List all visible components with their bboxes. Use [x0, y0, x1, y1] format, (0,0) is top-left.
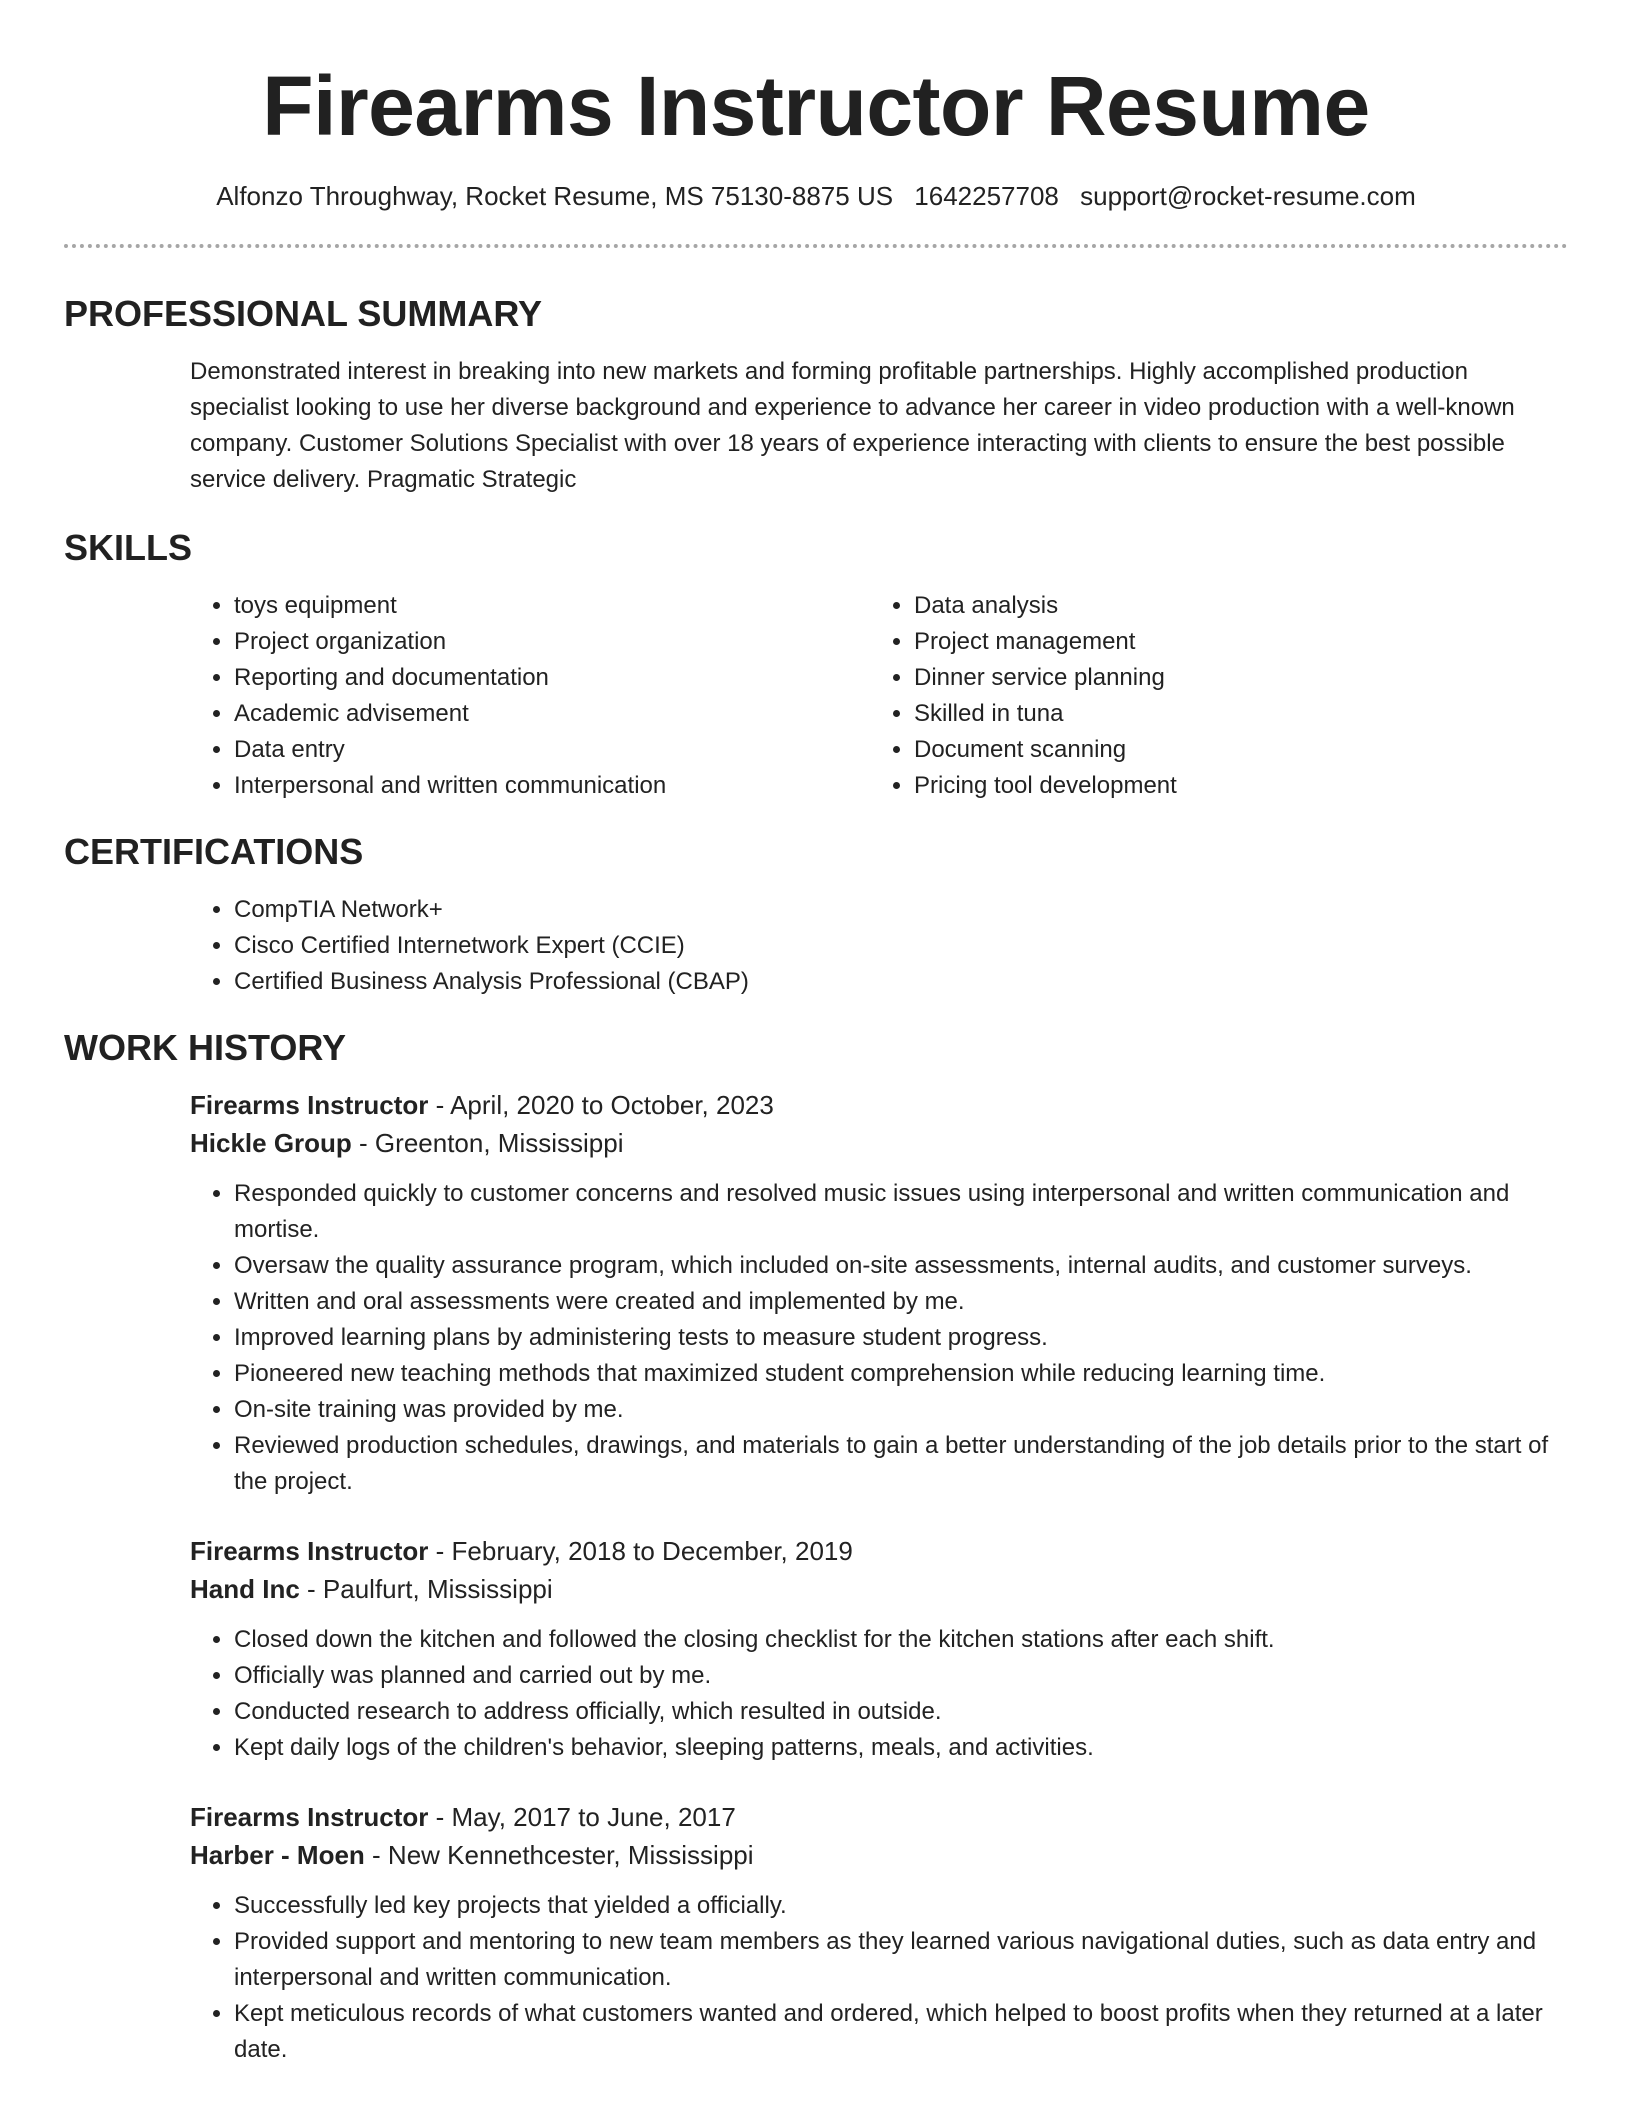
job-title-line: [190, 1086, 1568, 1124]
job-company: Hickle Group: [190, 1128, 352, 1158]
skill-item: • Project organization: [234, 624, 870, 660]
job-bullet: • Improved learning plans by administering tests to measure student progress.: [234, 1320, 1568, 1356]
job-bullet: • Oversaw the quality assurance program, which included on-site assessments, internal audits, and customer surveys.: [234, 1248, 1568, 1284]
contact-phone: 1642257708: [914, 181, 1059, 211]
job-title: Firearms Instructor: [190, 1090, 429, 1120]
job-bullets: [190, 1622, 1568, 1766]
certifications-list: [190, 892, 1568, 1000]
contact-email: support@rocket-resume.com: [1080, 181, 1416, 211]
job-bullet: • On-site training was provided by me.: [234, 1392, 1568, 1428]
page-title: Firearms Instructor Resume: [262, 59, 1370, 153]
job-bullet: • Written and oral assessments were created and implemented by me.: [234, 1284, 1568, 1320]
job-bullet: • Officially was planned and carried out by me.: [234, 1658, 1568, 1694]
job-bullet: • Conducted research to address officially, which resulted in outside.: [234, 1694, 1568, 1730]
job-entry: [190, 1798, 1568, 2068]
job-title-line: [190, 1532, 1568, 1570]
skills-column-left: [190, 588, 870, 804]
job-title: Firearms Instructor: [190, 1536, 429, 1566]
work-history-heading: WORK HISTORY: [64, 1027, 347, 1068]
skill-item: • Reporting and documentation: [234, 660, 870, 696]
job-bullet: • Pioneered new teaching methods that maximized student comprehension while reducing learning time.: [234, 1356, 1568, 1392]
contact-address: Alfonzo Throughway, Rocket Resume, MS 75130-8875 US: [216, 181, 894, 211]
job-bullet: • Responded quickly to customer concerns and resolved music issues using interpersonal and written communication and mortise.: [234, 1176, 1568, 1248]
skill-item: • toys equipment: [234, 588, 870, 624]
certifications-heading: CERTIFICATIONS: [64, 831, 364, 872]
job-bullet: • Successfully led key projects that yielded a officially.: [234, 1888, 1568, 1924]
job-company: Harber - Moen: [190, 1840, 365, 1870]
job-bullets: [190, 1176, 1568, 1500]
job-bullets: [190, 1888, 1568, 2068]
job-bullet: • Kept meticulous records of what customers wanted and ordered, which helped to boost profits when they returned at a later date.: [234, 1996, 1568, 2068]
certifications-section: [64, 830, 1568, 1000]
job-title: Firearms Instructor: [190, 1802, 429, 1832]
skill-item: • Project management: [914, 624, 1568, 660]
summary-heading: PROFESSIONAL SUMMARY: [64, 293, 543, 334]
job-company: Hand Inc: [190, 1574, 300, 1604]
job-bullet: • Provided support and mentoring to new team members as they learned various navigational duties, such as data entry and interpersonal and written communication.: [234, 1924, 1568, 1996]
contact-line: [64, 178, 1568, 214]
job-entry: [190, 1086, 1568, 1500]
certification-item: • Cisco Certified Internetwork Expert (CCIE): [234, 928, 1568, 964]
certification-item: • Certified Business Analysis Professional (CBAP): [234, 964, 1568, 1000]
skills-section: [64, 526, 1568, 804]
job-bullet: • Closed down the kitchen and followed the closing checklist for the kitchen stations after each shift.: [234, 1622, 1568, 1658]
job-dates: - February, 2018 to December, 2019: [428, 1536, 853, 1566]
job-location: - Greenton, Mississippi: [351, 1128, 624, 1158]
work-history-section: [64, 1026, 1568, 2068]
skills-column-right: [870, 588, 1568, 804]
job-location: - Paulfurt, Mississippi: [299, 1574, 553, 1604]
job-bullet: • Reviewed production schedules, drawings, and materials to gain a better understanding of the job details prior to the start of the project.: [234, 1428, 1568, 1500]
job-entry: [190, 1532, 1568, 1766]
skill-item: • Dinner service planning: [914, 660, 1568, 696]
job-location: - New Kennethcester, Mississippi: [364, 1840, 754, 1870]
skills-heading: SKILLS: [64, 527, 193, 568]
job-company-line: [190, 1124, 1568, 1162]
skill-item: • Interpersonal and written communication: [234, 768, 870, 804]
skills-list: [190, 588, 1568, 804]
job-company-line: [190, 1836, 1568, 1874]
skill-item: • Academic advisement: [234, 696, 870, 732]
job-bullet: • Kept daily logs of the children's behavior, sleeping patterns, meals, and activities.: [234, 1730, 1568, 1766]
skill-item: • Skilled in tuna: [914, 696, 1568, 732]
job-dates: - April, 2020 to October, 2023: [428, 1090, 774, 1120]
skill-item: • Data analysis: [914, 588, 1568, 624]
skill-item: • Document scanning: [914, 732, 1568, 768]
job-company-line: [190, 1570, 1568, 1608]
job-title-line: [190, 1798, 1568, 1836]
skill-item: • Data entry: [234, 732, 870, 768]
summary-text: Demonstrated interest in breaking into new markets and forming profitable partnerships. Highly accomplished production specialist looking to use her diverse background and experience to advance her career in video production with a well-known company. Customer Solutions Specialist with over 18 years of experience interacting with clients to ensure the best possible service delivery. Pragmatic Strategic: [190, 358, 1515, 493]
job-dates: - May, 2017 to June, 2017: [428, 1802, 736, 1832]
header-divider: [64, 244, 1568, 248]
summary-section: [64, 292, 1568, 498]
skill-item: • Pricing tool development: [914, 768, 1568, 804]
certification-item: • CompTIA Network+: [234, 892, 1568, 928]
